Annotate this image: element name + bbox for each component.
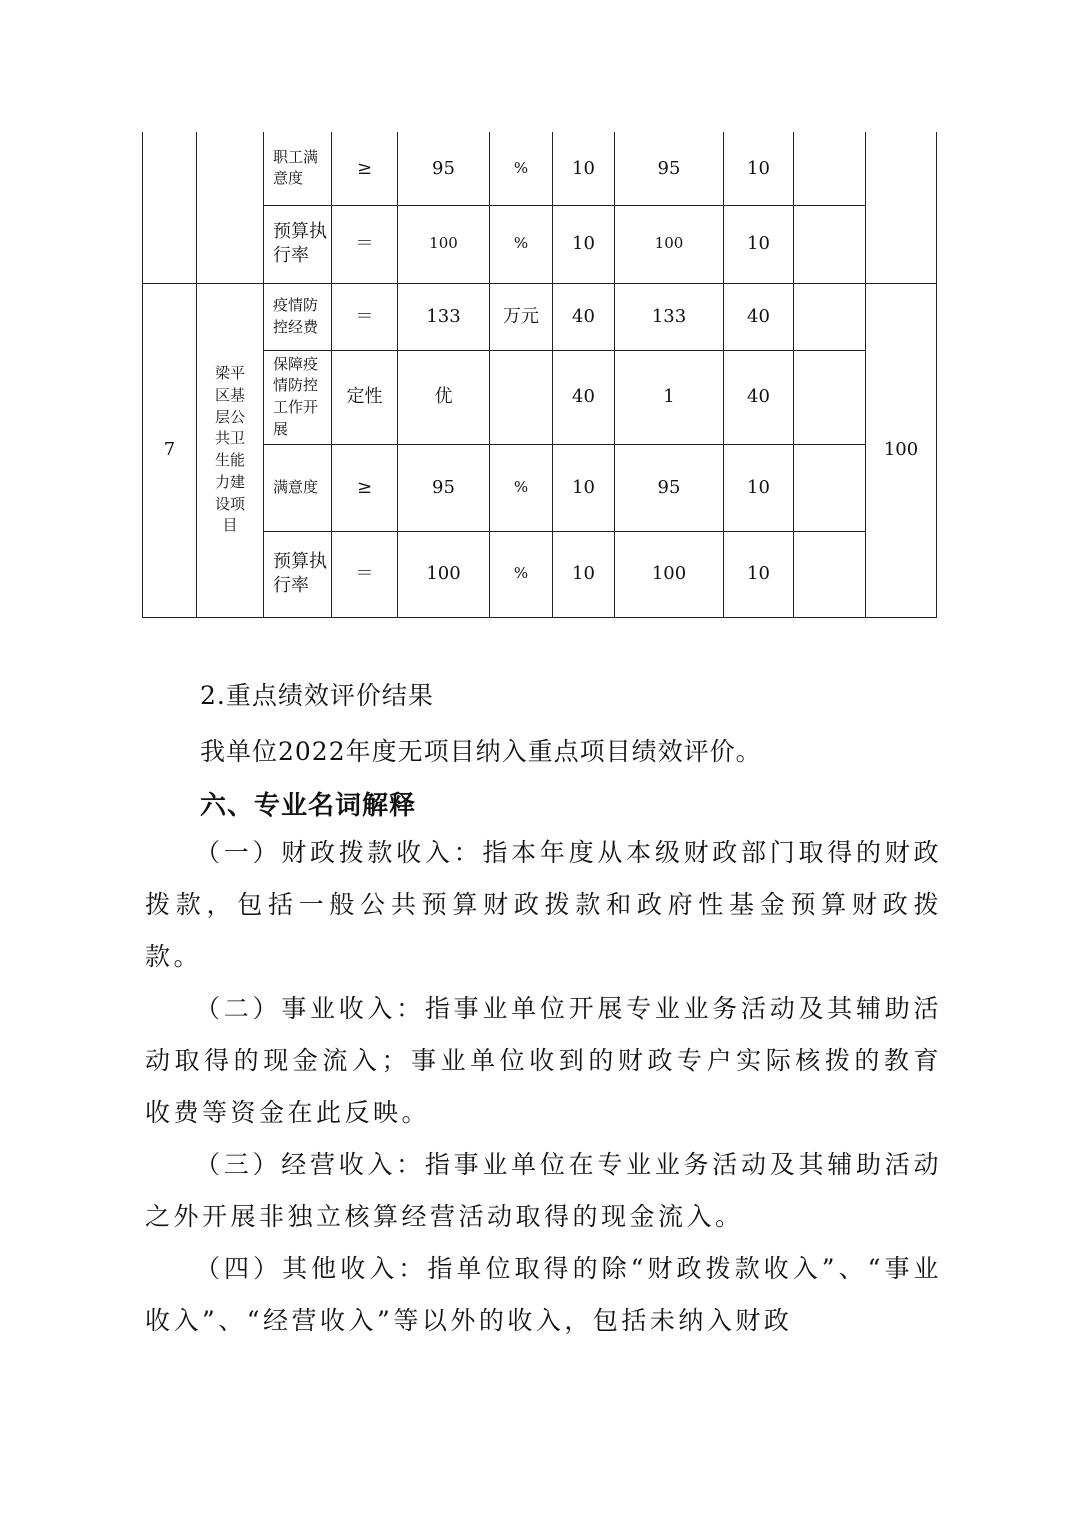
- score-cell: 10: [724, 444, 794, 531]
- indicator-cell: 职工满意度: [264, 132, 332, 205]
- indicator-cell: 预算执行率: [264, 205, 332, 283]
- indicator-cell: 满意度: [264, 444, 332, 531]
- glossary-paragraph-2: （二）事业收入：指事业单位开展专业业务活动及其辅助活动取得的现金流入；事业单位收到的财政专户实际核拨的教育收费等资金在此反映。: [145, 994, 942, 1127]
- operator-cell: ＝: [332, 531, 398, 617]
- unit-cell: %: [490, 444, 553, 531]
- actual-cell: 133: [615, 283, 724, 350]
- target-cell: 100: [398, 531, 490, 617]
- weight-cell: 40: [553, 350, 615, 444]
- project-name-cell: [197, 283, 264, 617]
- weight-cell: 10: [553, 132, 615, 205]
- actual-cell: 100: [615, 205, 724, 283]
- key-evaluation-text: 我单位2022年度无项目纳入重点项目绩效评价。: [200, 737, 762, 766]
- actual-cell: 95: [615, 444, 724, 531]
- weight-cell: 40: [553, 283, 615, 350]
- note-cell: [794, 531, 866, 617]
- weight-cell: 10: [553, 205, 615, 283]
- row-number-cell: 7: [143, 283, 197, 617]
- unit-cell: [490, 350, 553, 444]
- target-cell: 100: [398, 205, 490, 283]
- total-score-cell: 100: [866, 283, 937, 617]
- note-cell: [794, 444, 866, 531]
- indicator-cell: 保障疫情防控工作开展: [264, 350, 332, 444]
- score-cell: 40: [724, 350, 794, 444]
- operator-cell: 定性: [332, 350, 398, 444]
- indicator-cell: 预算执行率: [264, 531, 332, 617]
- glossary-paragraph-1: （一）财政拨款收入：指本年度从本级财政部门取得的财政拨款，包括一般公共预算财政拨款和政府性基金预算财政拨款。: [145, 838, 942, 971]
- note-cell: [794, 132, 866, 205]
- unit-cell: %: [490, 132, 553, 205]
- unit-cell: %: [490, 205, 553, 283]
- operator-cell: ＝: [332, 283, 398, 350]
- operator-cell: ＝: [332, 205, 398, 283]
- project-name: 梁平区基层公共卫生能力建设项目: [214, 364, 245, 535]
- table-row: [143, 283, 937, 350]
- target-cell: 95: [398, 444, 490, 531]
- glossary-paragraph-4: （四）其他收入：指单位取得的除“财政拨款收入”、“事业收入”、“经营收入”等以外的收入，包括未纳入财政: [145, 1254, 942, 1335]
- note-cell: [794, 350, 866, 444]
- weight-cell: 10: [553, 444, 615, 531]
- prev-project-cell: [197, 132, 264, 283]
- prev-total-cell: [866, 132, 937, 283]
- target-cell: 95: [398, 132, 490, 205]
- unit-cell: %: [490, 531, 553, 617]
- operator-cell: ≥: [332, 132, 398, 205]
- actual-cell: 1: [615, 350, 724, 444]
- actual-cell: 95: [615, 132, 724, 205]
- score-cell: 40: [724, 283, 794, 350]
- note-cell: [794, 205, 866, 283]
- performance-table: [142, 132, 937, 618]
- score-cell: 10: [724, 205, 794, 283]
- indicator-cell: 疫情防控经费: [264, 283, 332, 350]
- weight-cell: 10: [553, 531, 615, 617]
- target-cell: 133: [398, 283, 490, 350]
- glossary-heading: 六、专业名词解释: [200, 791, 417, 821]
- key-evaluation-heading: 2.重点绩效评价结果: [200, 681, 434, 710]
- score-cell: 10: [724, 531, 794, 617]
- glossary-paragraph-3: （三）经营收入：指事业单位在专业业务活动及其辅助活动之外开展非独立核算经营活动取得的现金流入。: [145, 1150, 942, 1231]
- table-row: [143, 132, 937, 205]
- unit-cell: 万元: [490, 283, 553, 350]
- actual-cell: 100: [615, 531, 724, 617]
- prev-no-cell: [143, 132, 197, 283]
- operator-cell: ≥: [332, 444, 398, 531]
- note-cell: [794, 283, 866, 350]
- target-cell: 优: [398, 350, 490, 444]
- score-cell: 10: [724, 132, 794, 205]
